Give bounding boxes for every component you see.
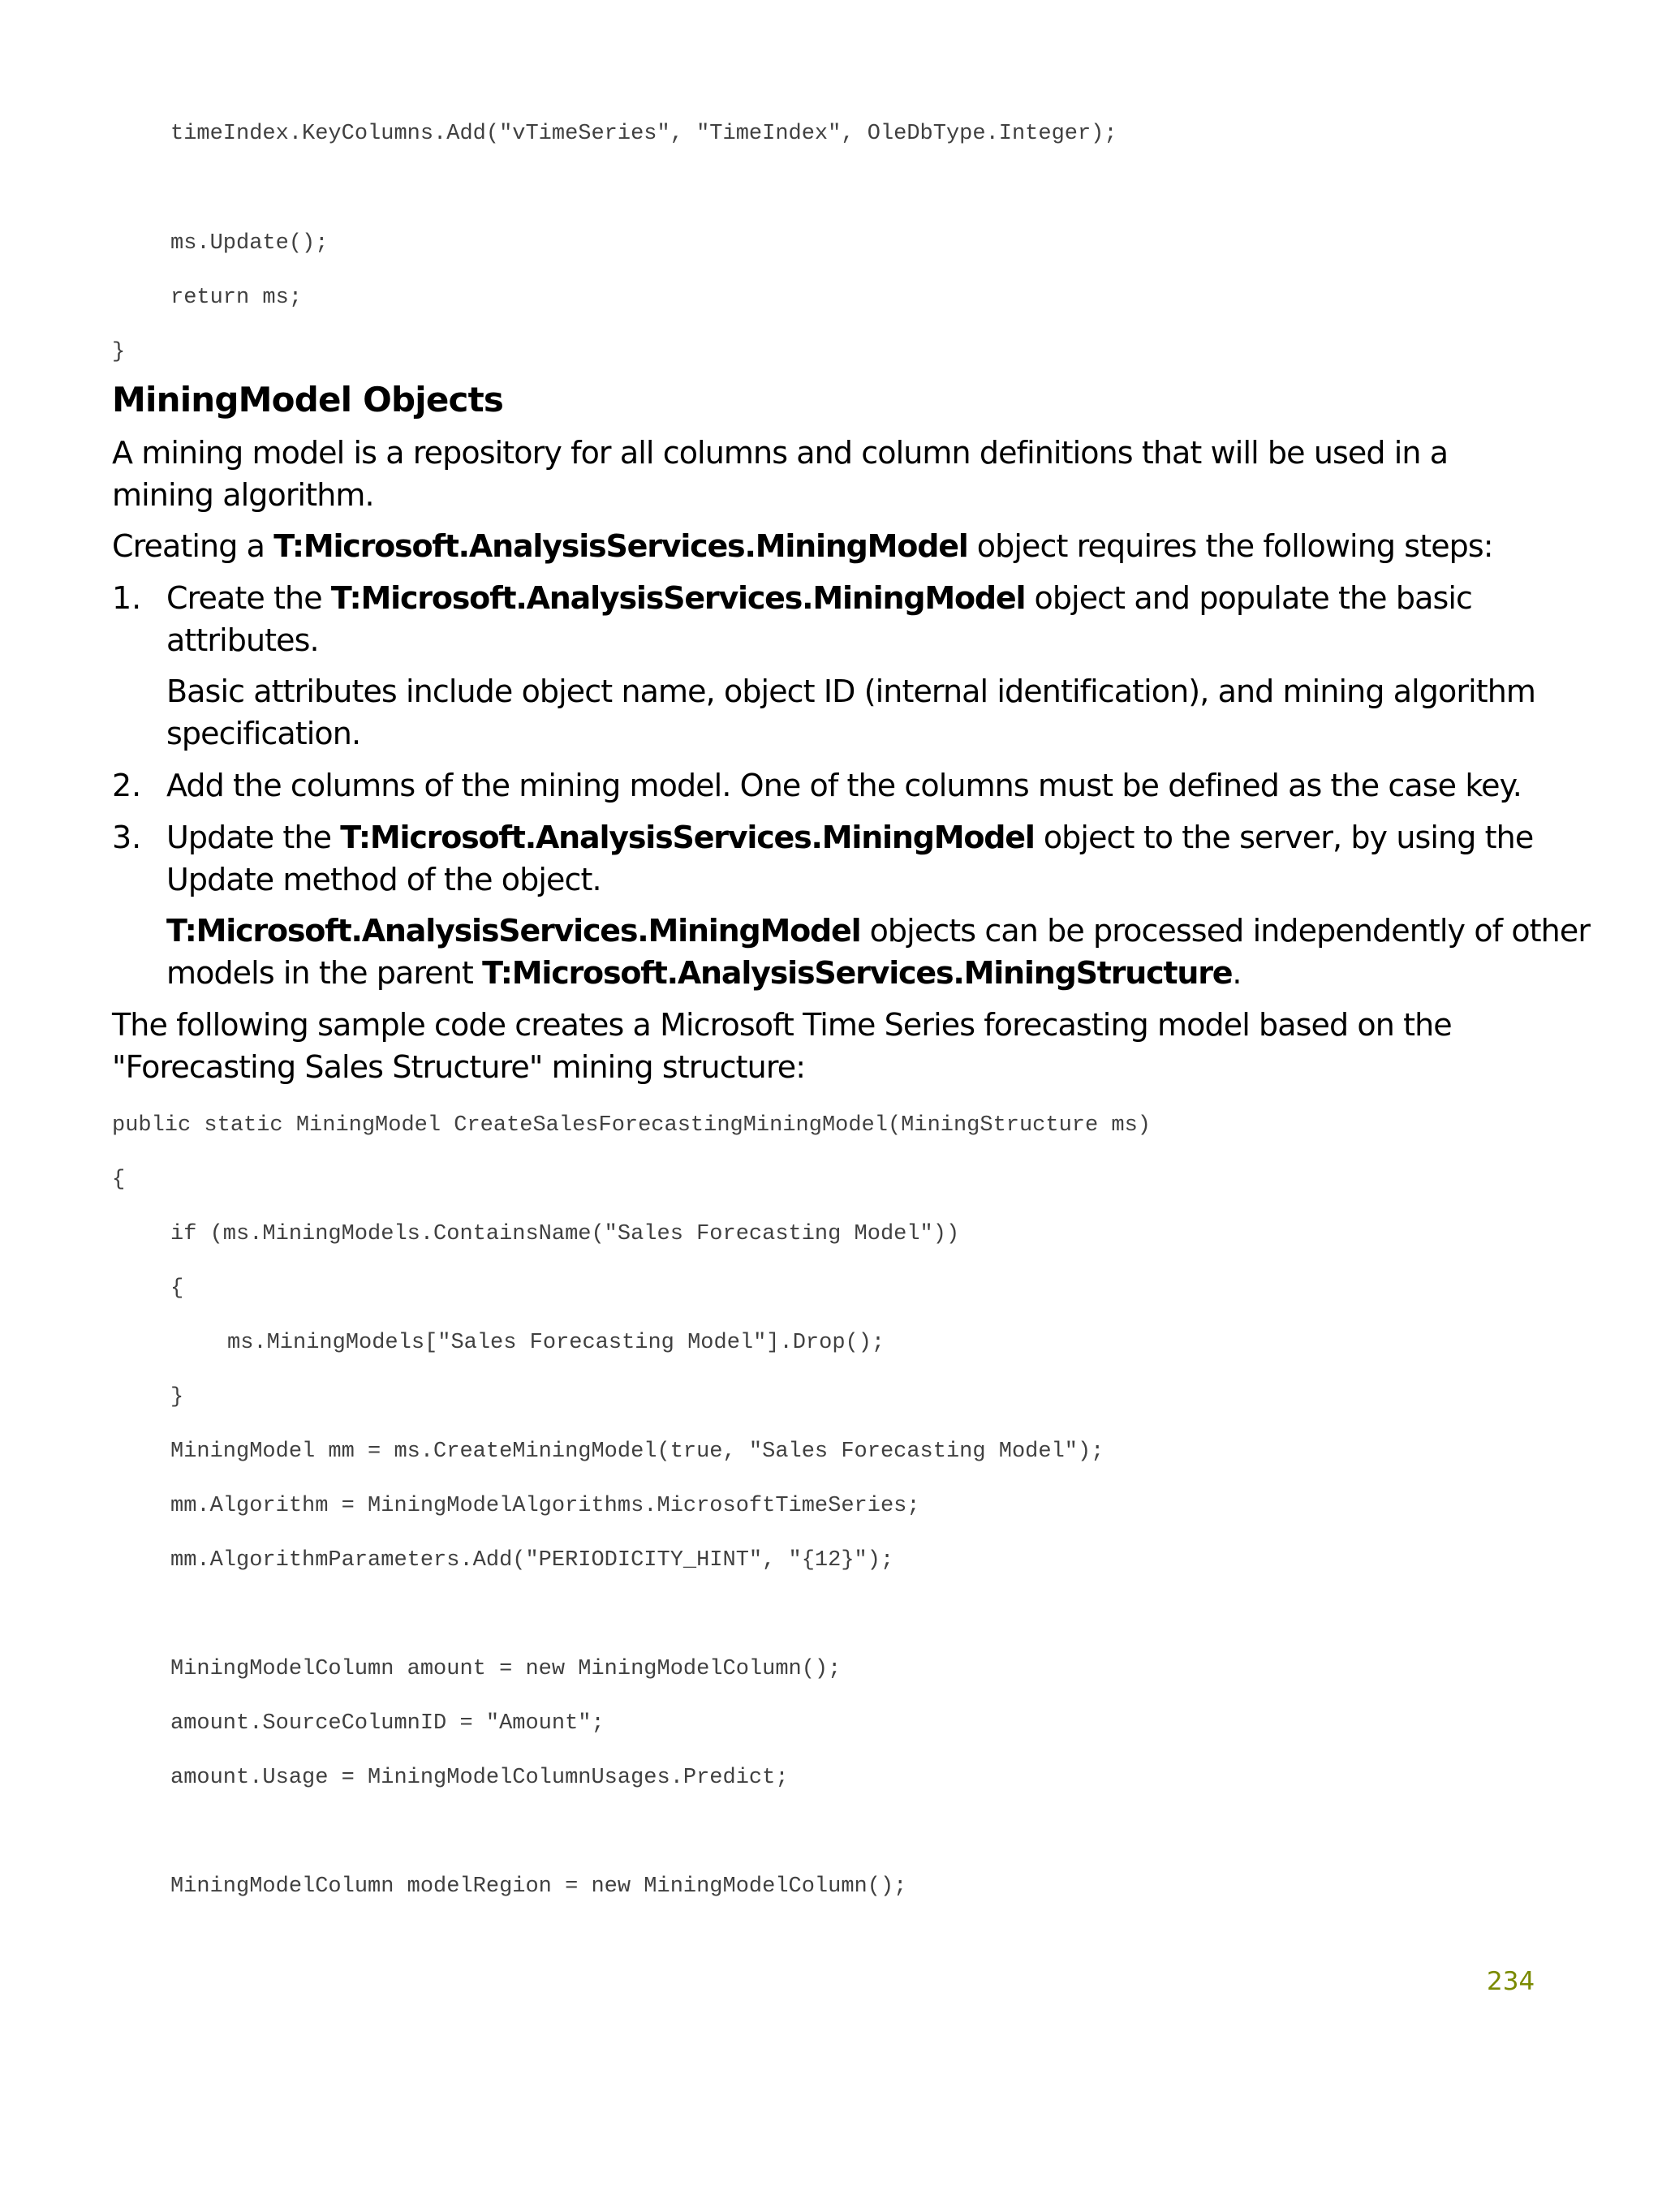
code-line: mm.Algorithm = MiningModelAlgorithms.MicrosoftTimeSeries; (170, 1494, 920, 1518)
code-line: MiningModelColumn modelRegion = new MiningModelColumn(); (170, 1874, 907, 1899)
steps-intro-suffix: object requires the following steps: (967, 528, 1493, 564)
code-line: MiningModelColumn amount = new MiningModelColumn(); (170, 1657, 842, 1681)
list-item-text: Add the columns of the mining model. One of the columns must be defined as the case key. (166, 768, 1522, 803)
code-line: ms.Update(); (170, 231, 329, 256)
code-line: amount.SourceColumnID = "Amount"; (170, 1711, 605, 1736)
paragraph-line: "Forecasting Sales Structure" mining structure: (112, 1049, 806, 1085)
note-text-suffix: objects can be processed independently of other (860, 913, 1591, 949)
steps-intro-prefix: Creating a (112, 528, 274, 564)
code-line: { (112, 1168, 126, 1192)
step-text-suffix: object to the server, by using the (1034, 820, 1534, 855)
list-item-text: Update method of the object. (166, 862, 601, 897)
code-line: } (112, 340, 126, 364)
class-reference: T:Microsoft.AnalysisServices.MiningStructure (482, 955, 1233, 991)
list-number: 1. (112, 580, 142, 616)
steps-intro (112, 525, 1493, 567)
step-text-prefix: Create the (166, 580, 331, 616)
code-line: return ms; (170, 286, 303, 310)
list-item-note (166, 952, 1242, 994)
note-text-suffix: . (1232, 955, 1242, 991)
note-text-prefix: models in the parent (166, 955, 483, 991)
code-line: ms.MiningModels["Sales Forecasting Model"].Drop(); (227, 1331, 885, 1355)
paragraph-line: mining algorithm. (112, 477, 374, 513)
list-number: 2. (112, 768, 142, 803)
code-line: public static MiningModel CreateSalesForecastingMiningModel(MiningStructure ms) (112, 1113, 1152, 1138)
list-item-text: attributes. (166, 622, 319, 658)
page-number: 234 (1487, 1967, 1535, 1996)
list-item-note (166, 910, 1590, 952)
code-line: { (170, 1276, 184, 1301)
code-line: } (170, 1385, 184, 1409)
step-text-suffix: object and populate the basic (1025, 580, 1472, 616)
section-heading: MiningModel Objects (112, 380, 504, 420)
code-line: mm.AlgorithmParameters.Add("PERIODICITY_HINT", "{12}"); (170, 1548, 894, 1573)
code-line: if (ms.MiningModels.ContainsName("Sales Forecasting Model")) (170, 1222, 960, 1246)
list-item-text (166, 816, 1533, 859)
list-item-note: Basic attributes include object name, object ID (internal identification), and mining algorithm (166, 673, 1536, 709)
class-reference: T:Microsoft.AnalysisServices.MiningModel (273, 528, 968, 564)
step-text-prefix: Update the (166, 820, 341, 855)
class-reference: T:Microsoft.AnalysisServices.MiningModel (166, 913, 861, 949)
code-line: MiningModel mm = ms.CreateMiningModel(true, "Sales Forecasting Model"); (170, 1440, 1104, 1464)
list-number: 3. (112, 820, 142, 855)
code-line: timeIndex.KeyColumns.Add("vTimeSeries", "TimeIndex", OleDbType.Integer); (170, 122, 1117, 146)
code-line: amount.Usage = MiningModelColumnUsages.Predict; (170, 1766, 789, 1790)
list-item-note: specification. (166, 716, 361, 751)
list-item-text (166, 577, 1472, 619)
paragraph-line: A mining model is a repository for all columns and column definitions that will be used in a (112, 435, 1449, 471)
class-reference: T:Microsoft.AnalysisServices.MiningModel (340, 820, 1035, 855)
class-reference: T:Microsoft.AnalysisServices.MiningModel (330, 580, 1026, 616)
paragraph-line: The following sample code creates a Microsoft Time Series forecasting model based on the (112, 1007, 1452, 1043)
